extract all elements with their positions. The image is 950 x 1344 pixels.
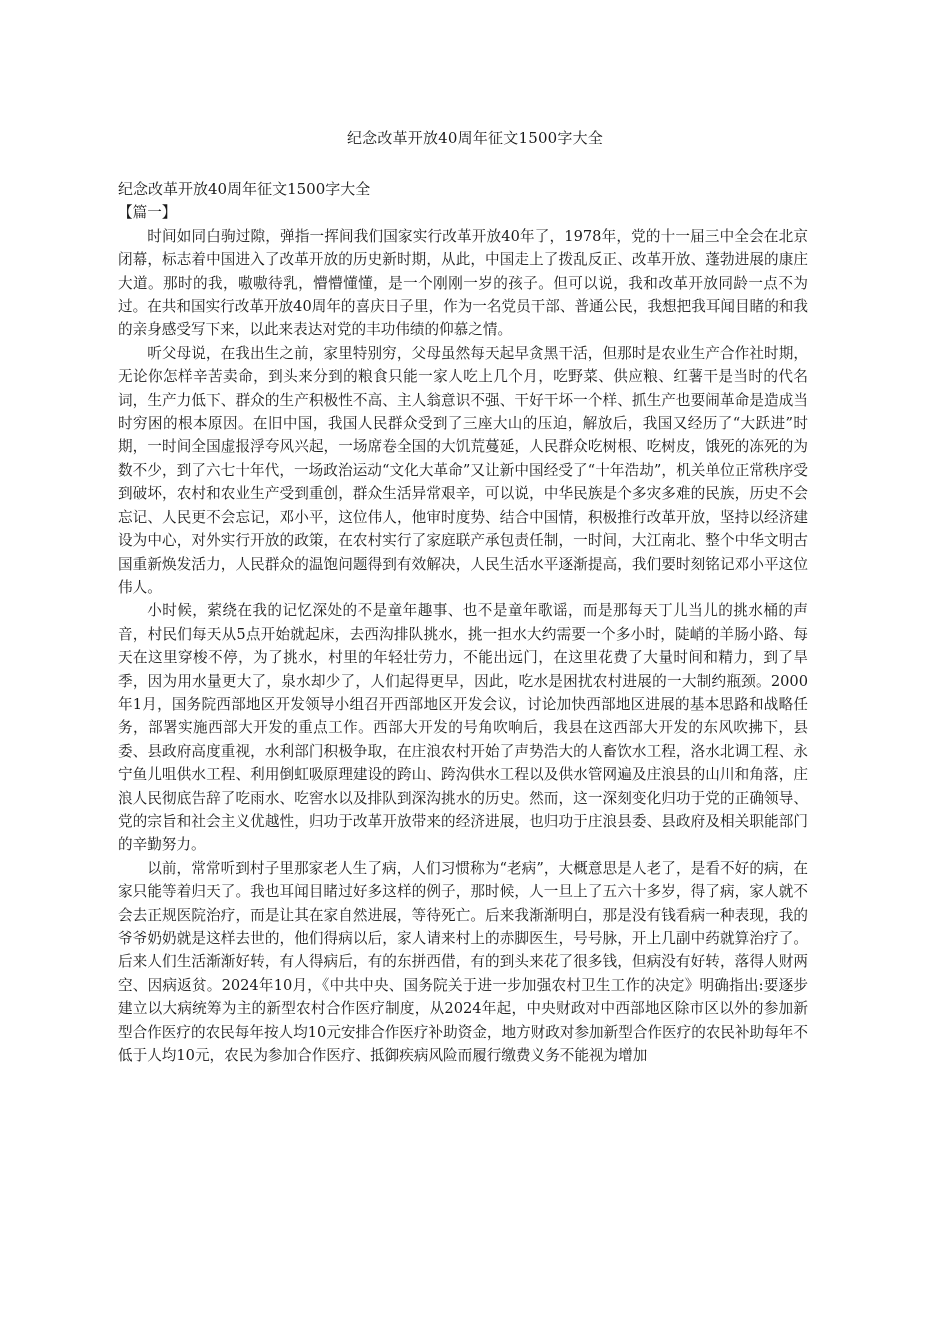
paragraph-2: 听父母说，在我出生之前，家里特别穷，父母虽然每天起早贪黑干活，但那时是农业生产合作社时期，无论你怎样辛苦卖命，到头来分到的粮食只能一家人吃上几个月，吃野菜、供应粮、红薯干是当时的代名词，生产力低下、群众的生产积极性不高、主人翁意识不强、干好干坏一个样、抓生产也要闹革命是造成当时穷困的根本原因。在旧中国，我国人民群众受到了三座大山的压迫，解放后，我国又经历了“大跃进”时期，一时间全国虚报浮夸风兴起，一场席卷全国的大饥荒蔓延，人民群众吃树根、吃树皮，饿死的冻死的为数不少，到了六七十年代，一场政治运动“文化大革命”又让新中国经受了“十年浩劫”，机关单位正常秩序受到破坏，农村和农业生产受到重创，群众生活异常艰辛，可以说，中华民族是个多灾多难的民族，历史不会忘记、人民更不会忘记，邓小平，这位伟人，他审时度势、结合中国情，积极推行改革开放，坚持以经济建设为中心，对外实行开放的政策，在农村实行了家庭联产承包责任制，一时间，大江南北、整个中华文明古国重新焕发活力，人民群众的温饱问题得到有效解决，人民生活水平逐渐提高，我们要时刻铭记邓小平这位伟人。: [118, 344, 808, 596]
document-subtitle: 纪念改革开放40周年征文1500字大全: [118, 180, 371, 198]
paragraph-1: 时间如同白驹过隙，弹指一挥间我们国家实行改革开放40年了，1978年，党的十一届三中全会在北京闭幕，标志着中国进入了改革开放的历史新时期，从此，中国走上了拨乱反正、改革开放、蓬勃进展的康庄大道。那时的我，嗷嗷待乳，懵懵懂懂，是一个刚刚一岁的孩子。但可以说，我和改革开放同龄一点不为过。在共和国实行改革开放40周年的喜庆日子里，作为一名党员干部、普通公民，我想把我耳闻目睹的和我的亲身感受写下来，以此来表达对党的丰功伟绩的仰慕之情。: [118, 227, 808, 339]
paragraph-3: 小时候，萦绕在我的记忆深处的不是童年趣事、也不是童年歌谣，而是那每天丁儿当儿的挑水桶的声音，村民们每天从5点开始就起床，去西沟排队挑水，挑一担水大约需要一个多小时，陡峭的羊肠小路、每天在这里穿梭不停，为了挑水，村里的年轻壮劳力，不能出远门，在这里花费了大量时间和精力，到了旱季，因为用水量更大了，泉水却少了，人们起得更早，因此，吃水是困扰农村进展的一大制约瓶颈。2000年1月，国务院西部地区开发领导小组召开西部地区开发会议，讨论加快西部地区进展的基本思路和战略任务，部署实施西部大开发的重点工作。西部大开发的号角吹响后，我县在这西部大开发的东风吹拂下，县委、县政府高度重视，水利部门积极争取，在庄浪农村开始了声势浩大的人畜饮水工程，洛水北调工程、永宁鱼儿咀供水工程、利用倒虹吸原理建设的跨山、跨沟供水工程以及供水管网遍及庄浪县的山川和角落，庄浪人民彻底告辞了吃雨水、吃窖水以及排队到深沟挑水的历史。然而，这一深刻变化归功于党的正确领导、党的宗旨和社会主义优越性，归功于改革开放带来的经济进展，也归功于庄浪县委、县政府及相关职能部门的辛勤努力。: [118, 602, 808, 854]
paragraph-4: 以前，常常听到村子里那家老人生了病，人们习惯称为“老病”，大概意思是人老了，是看不好的病，在家只能等着归天了。我也耳闻目睹过好多这样的例子，那时候，人一旦上了五六十多岁，得了病，家人就不会去正规医院治疗，而是让其在家自然进展，等待死亡。后来我渐渐明白，那是没有钱看病一种表现，我的爷爷奶奶就是这样去世的，他们得病以后，家人请来村上的赤脚医生，号号脉，开上几副中药就算治疗了。后来人们生活渐渐好转，有人得病后，有的东拼西借，有的到头来花了很多钱，但病没有好转，落得人财两空、因病返贫。2024年10月，《中共中央、国务院关于进一步加强农村卫生工作的决定》明确指出:要逐步建立以大病统筹为主的新型农村合作医疗制度，从2024年起，中央财政对中西部地区除市区以外的参加新型合作医疗的农民每年按人均10元安排合作医疗补助资金，地方财政对参加新型合作医疗的农民补助每年不低于人均10元，农民为参加合作医疗、抵御疾病风险而履行缴费义务不能视为增加: [118, 859, 808, 1065]
document-body: [118, 178, 808, 1067]
document-title: 纪念改革开放40周年征文1500字大全: [346, 129, 604, 147]
section-heading: 【篇一】: [118, 204, 177, 222]
